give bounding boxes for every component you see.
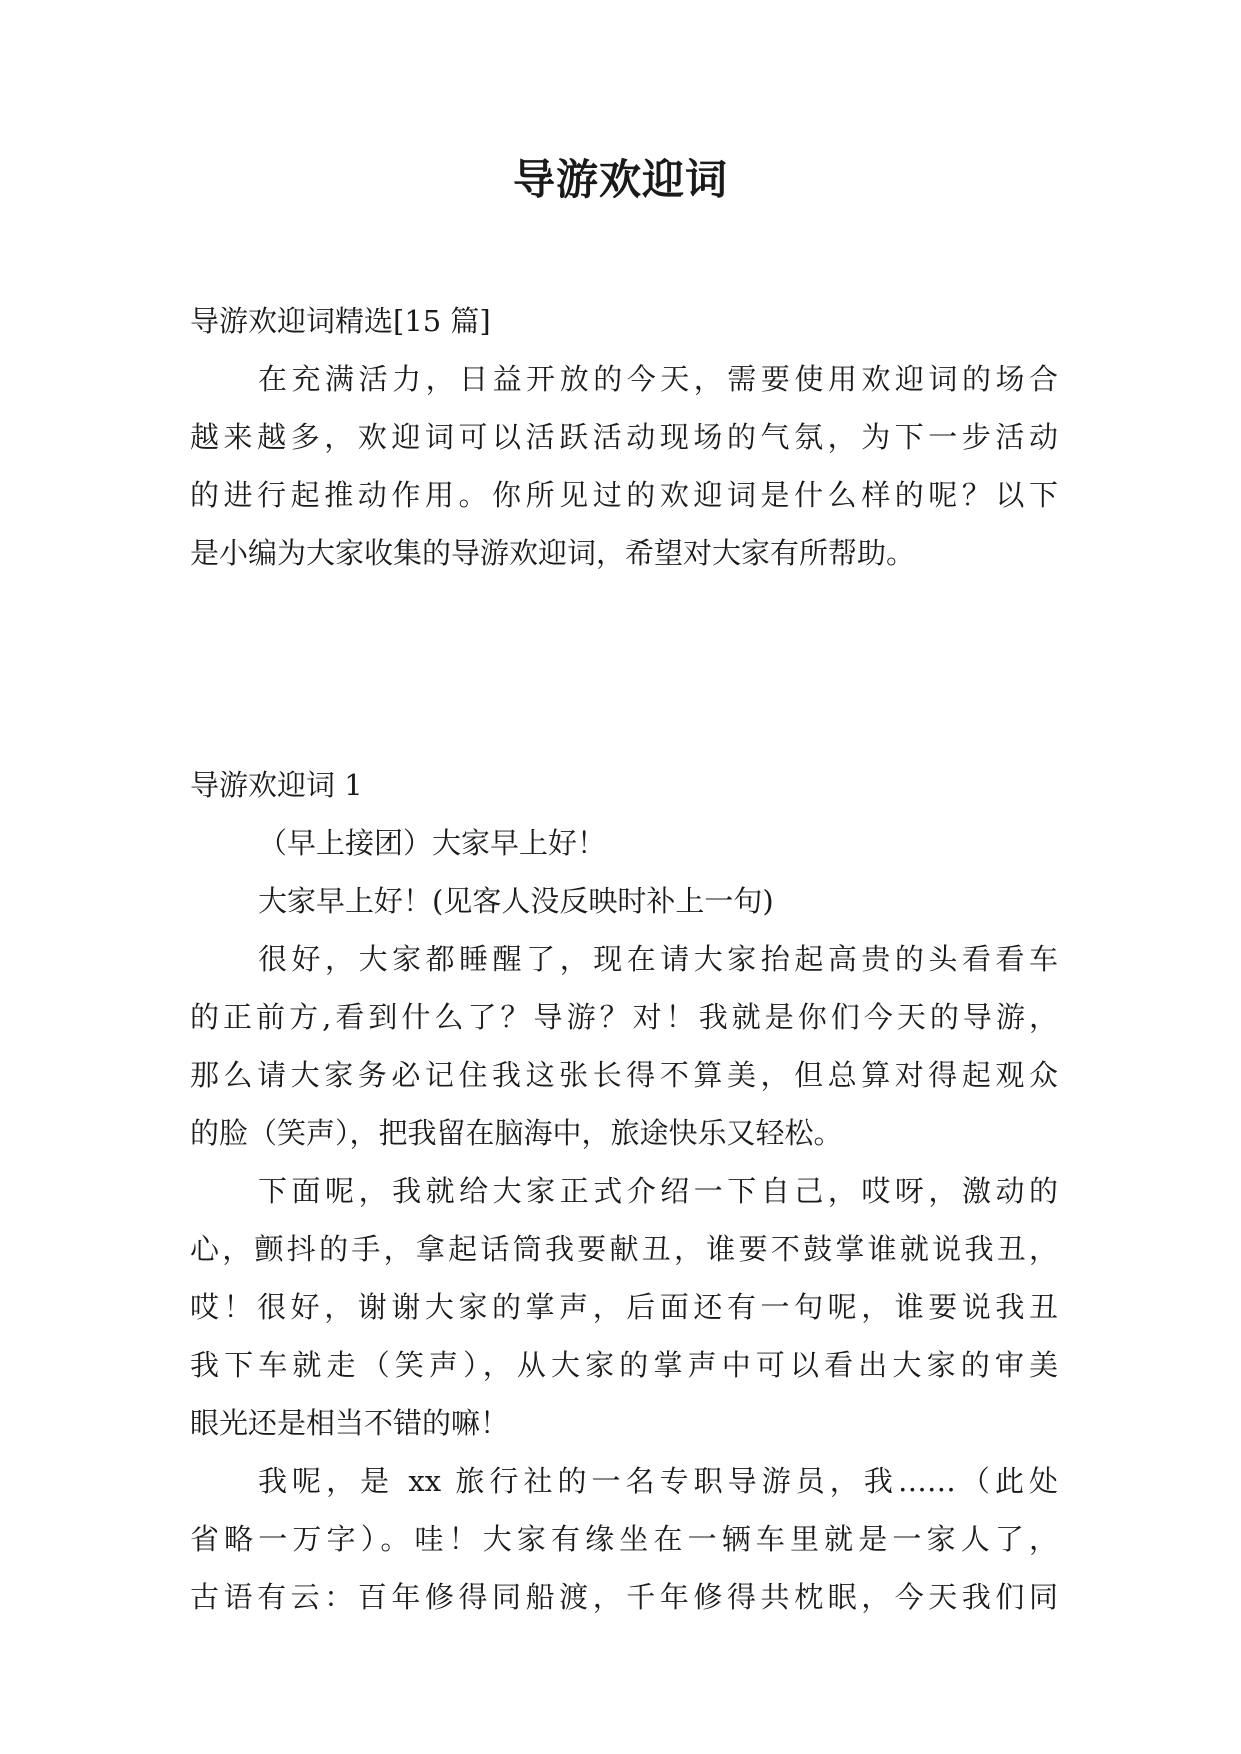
intro-line: 是小编为大家收集的导游欢迎词，希望对大家有所帮助。 — [190, 536, 916, 570]
intro-line: 越来越多，欢迎词可以活跃活动现场的气氛，为下一步活动 — [190, 420, 1058, 454]
body-line: 我下车就走（笑声），从大家的掌声中可以看出大家的审美 — [190, 1348, 1058, 1382]
document-title: 导游欢迎词 — [512, 155, 728, 204]
intro-line: 的进行起推动作用。你所见过的欢迎词是什么样的呢？以下 — [190, 478, 1058, 512]
body-line: （早上接团）大家早上好！ — [258, 826, 607, 860]
body-line: 的脸（笑声），把我留在脑海中，旅途快乐又轻松。 — [190, 1116, 843, 1150]
section-spacer — [190, 582, 1058, 756]
body-line: 我呢，是 xx 旅行社的一名专职导游员，我……（此处 — [258, 1464, 1058, 1498]
body-line: 眼光还是相当不错的嘛！ — [190, 1406, 510, 1440]
body-line: 古语有云：百年修得同船渡，千年修得共枕眠，今天我们同 — [190, 1580, 1058, 1614]
body-line: 大家早上好！(见客人没反映时补上一句) — [258, 884, 774, 918]
body-line: 很好，大家都睡醒了，现在请大家抬起高贵的头看看车 — [258, 942, 1058, 976]
document-body — [190, 292, 1058, 1626]
document-subtitle: 导游欢迎词精选[15 篇] — [190, 304, 491, 338]
body-line: 那么请大家务必记住我这张长得不算美，但总算对得起观众 — [190, 1058, 1058, 1092]
intro-line: 在充满活力，日益开放的今天，需要使用欢迎词的场合 — [258, 362, 1058, 396]
body-line: 下面呢，我就给大家正式介绍一下自己，哎呀，激动的 — [258, 1174, 1058, 1208]
body-line: 的正前方,看到什么了？导游？对！我就是你们今天的导游， — [190, 1000, 1058, 1034]
section-heading: 导游欢迎词 1 — [190, 768, 363, 802]
body-line: 心，颤抖的手，拿起话筒我要献丑，谁要不鼓掌谁就说我丑， — [190, 1232, 1058, 1266]
body-line: 哎！很好，谢谢大家的掌声，后面还有一句呢，谁要说我丑 — [190, 1290, 1058, 1324]
body-line: 省略一万字）。哇！大家有缘坐在一辆车里就是一家人了， — [190, 1522, 1058, 1556]
